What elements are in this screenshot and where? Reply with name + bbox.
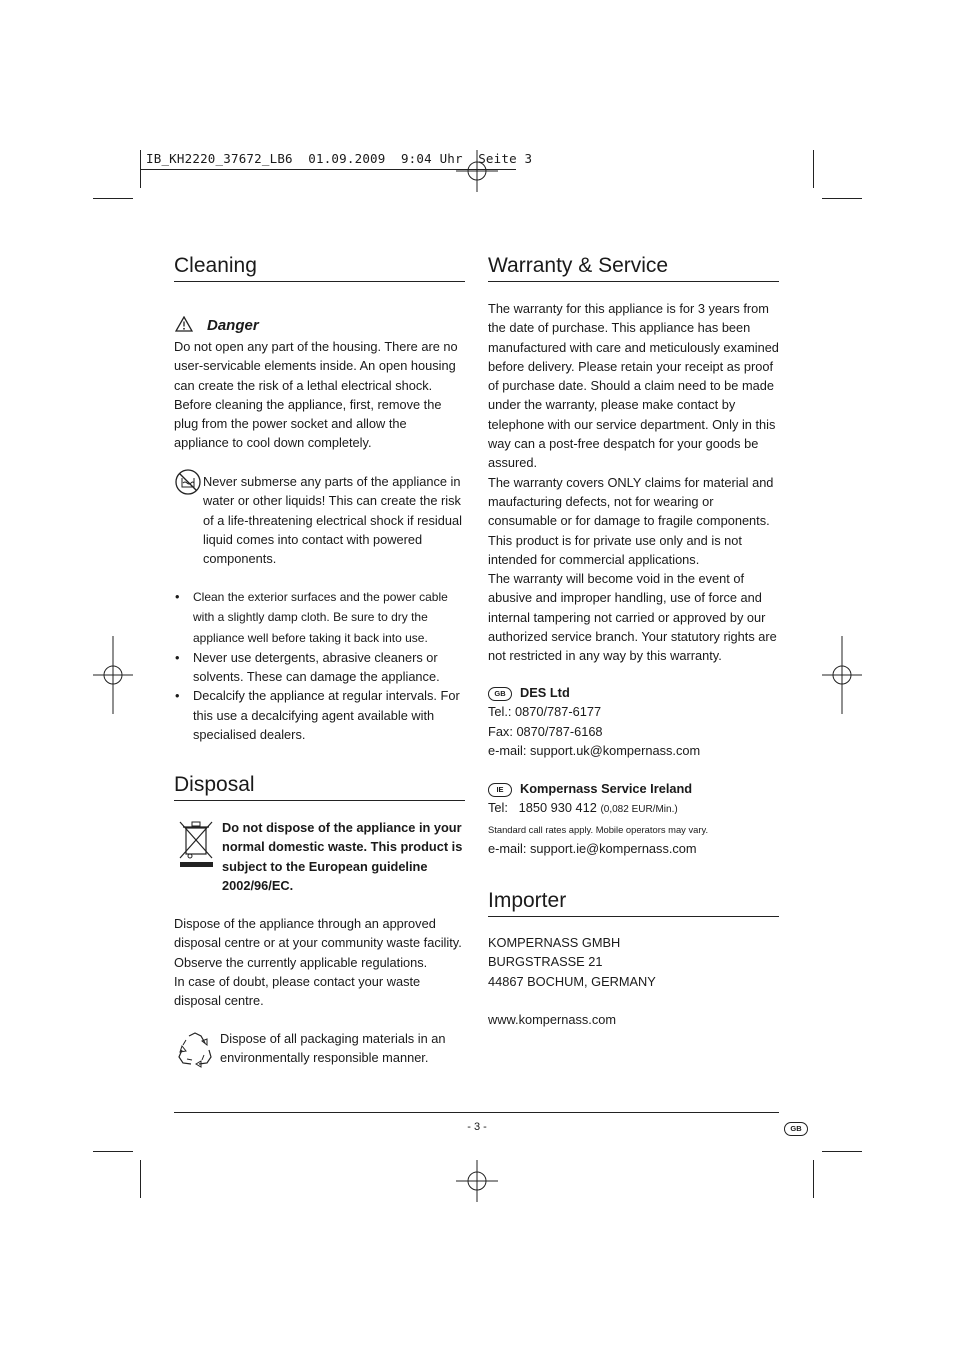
- packaging-text: Dispose of all packaging materials in an environmentally responsible manner.: [220, 1031, 446, 1066]
- service-ie-tel-number: 1850 930 412: [518, 800, 597, 816]
- disposal-warning-text: Do not dispose of the appliance in your normal domestic waste. This product is subject to the European guideline 2002/96/EC.: [222, 820, 463, 893]
- crossed-bin-icon: [177, 818, 215, 870]
- service-ie-tel-rate: (0,082 EUR/Min.): [600, 804, 678, 816]
- danger-label: Danger: [207, 317, 259, 334]
- disposal-paragraph-2: In case of doubt, please contact your waste disposal centre.: [174, 974, 421, 1009]
- service-ie-rates-note: Standard call rates apply. Mobile operators may vary.: [488, 823, 709, 835]
- importer-address: [488, 933, 779, 991]
- disposal-title: Disposal: [174, 773, 255, 796]
- warranty-title: Warranty & Service: [488, 254, 669, 277]
- warranty-text: [488, 299, 779, 666]
- cleaning-title-rule: [174, 281, 465, 282]
- service-ie: [488, 779, 788, 858]
- list-item: • Decalcify the appliance at regular intervals. For this use a decalcifying agent available with specialised dealers.: [175, 686, 465, 744]
- no-immersion-icon: [174, 468, 202, 496]
- warranty-paragraph-3: The warranty will become void in the event of abusive and improper handling, use of force and internal tampering not carried or approved by our authorized service branch. Your statutory rights are not restricted in any way by this warranty.: [488, 571, 777, 664]
- registration-mark-top: [456, 150, 498, 192]
- importer-line: 44867 BOCHUM, GERMANY: [488, 973, 656, 989]
- page-number: - 3 -: [467, 1121, 487, 1133]
- recycle-icon: [175, 1030, 215, 1068]
- service-ie-email: e-mail: support.ie@kompernass.com: [488, 840, 697, 856]
- cleaning-title: Cleaning: [174, 254, 257, 277]
- warranty-paragraph-2: The warranty covers ONLY claims for material and maufacturing defects, not for wearing or consumable or for damage to fragile components. This product is for private use only and is not intended for commercial applications.: [488, 474, 774, 567]
- footer-gb-badge: GB: [784, 1122, 808, 1136]
- registration-mark-bottom: [456, 1160, 498, 1202]
- print-slug: IB_KH2220_37672_LB6 01.09.2009 9:04 Uhr Seite 3: [146, 151, 533, 166]
- warning-triangle-icon: [175, 316, 193, 332]
- importer-line: BURGSTRASSE 21: [488, 954, 603, 970]
- importer-title-rule: [488, 916, 779, 917]
- service-gb-tel: Tel.: 0870/787-6177: [488, 704, 602, 720]
- disposal-paragraph-1: Dispose of the appliance through an approved disposal centre or at your community waste facility. Observe the currently applicable regulations.: [174, 916, 462, 970]
- gb-badge: GB: [488, 687, 512, 701]
- service-gb: [488, 683, 779, 760]
- footer-rule: [174, 1112, 779, 1113]
- service-ie-name: Kompernass Service Ireland: [520, 781, 693, 796]
- service-gb-name: DES Ltd: [520, 685, 570, 700]
- service-gb-email: e-mail: support.uk@kompernass.com: [488, 742, 701, 758]
- importer-title: Importer: [488, 889, 567, 912]
- immerse-warning-text: Never submerse any parts of the appliance in water or other liquids! This can create the risk of a life-threatening electrical shock if residual liquid comes into contact with powered components.: [203, 474, 462, 567]
- registration-mark-right: [822, 636, 862, 714]
- importer-website: www.kompernass.com: [488, 1012, 617, 1027]
- cleaning-bullets: [175, 587, 465, 744]
- registration-mark-left: [93, 636, 133, 714]
- list-item: • Never use detergents, abrasive cleaners or solvents. These can damage the appliance.: [175, 648, 465, 687]
- service-ie-tel-label: Tel:: [488, 800, 508, 816]
- disposal-title-rule: [174, 800, 465, 801]
- warranty-paragraph-1: The warranty for this appliance is for 3 years from the date of purchase. This appliance has been manufactured with care and meticulously examined before delivery. Please retain your receipt as proof of purchase date. Should a claim need to be made under the warranty, please make contact by telephone with our service department. Only in this way can a post-free despatch for your goods be assured.: [488, 301, 779, 471]
- ie-badge: IE: [488, 783, 512, 797]
- service-gb-fax: Fax: 0870/787-6168: [488, 723, 603, 739]
- list-item: • Clean the exterior surfaces and the power cable with a slightly damp cloth. Be sure to dry the appliance well before taking it back into use.: [175, 587, 465, 648]
- importer-line: KOMPERNASS GMBH: [488, 935, 621, 950]
- danger-text: Do not open any part of the housing. There are no user-servicable elements inside. An open housing can create the risk of a lethal electrical shock. Before cleaning the appliance, first, remove the plug from the power socket and allow the appliance to cool down completely.: [174, 339, 458, 451]
- warranty-title-rule: [488, 281, 779, 282]
